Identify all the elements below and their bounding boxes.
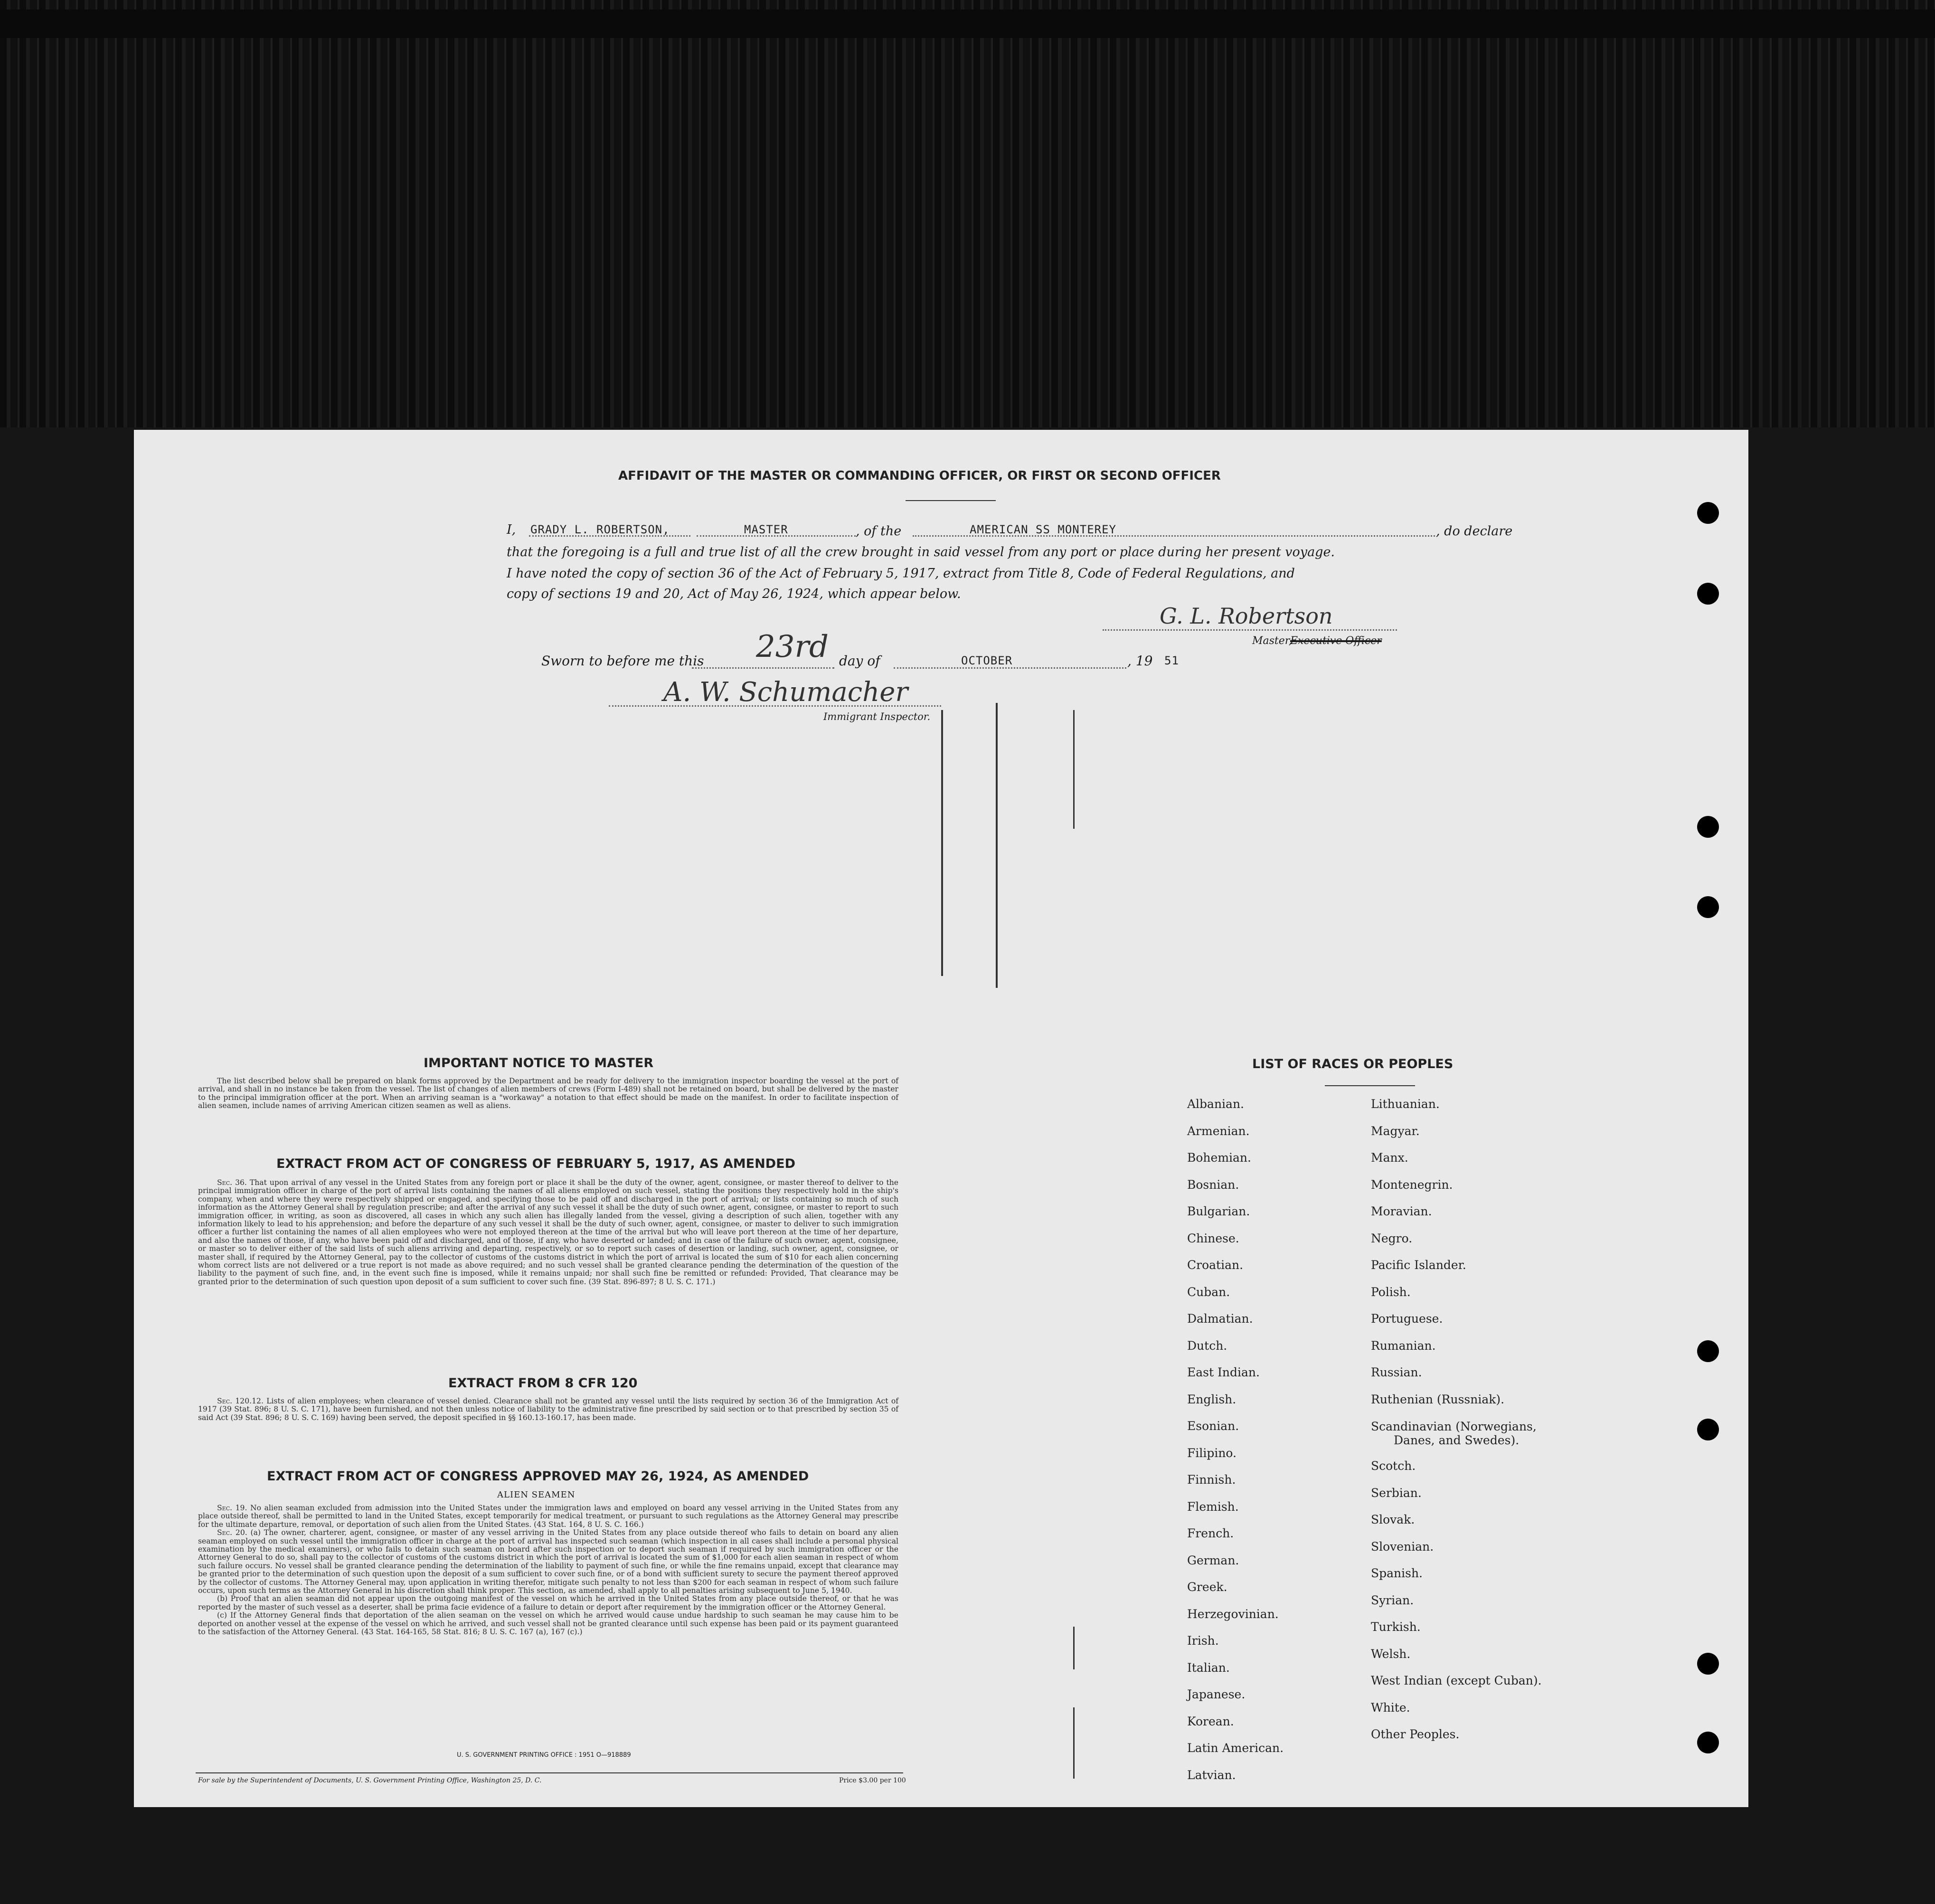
sworn-year: 51 [1164, 654, 1179, 667]
race-item: Slovak. [1371, 1513, 1415, 1526]
sec-20a-paragraph [198, 1529, 898, 1595]
do-declare-text: , do declare [1436, 524, 1513, 539]
race-item: Esonian. [1187, 1419, 1239, 1433]
master-signature: G. L. Robertson [1160, 603, 1333, 629]
race-item: Dalmatian. [1187, 1312, 1253, 1326]
race-item: Dutch. [1187, 1338, 1227, 1353]
race-item: Syrian. [1371, 1593, 1414, 1607]
sec-120-text: Lists of alien employees; when clearance of vessel denied. Clearance shall not be granted any vessel until the lists required by section 36 of the Immigration Act of 1917 (39 Stat. 896; 8 U. S. C. 171), have been furnished, and not then unless notice of liability to the administrative fine prescribed by said section or to that prescribed by section 35 of said Act (39 Stat. 896; 8 U. S. C. 169) having been served, the deposit specified in §§ 160.13-160.17, has been made. [198, 1397, 898, 1422]
film-edge [0, 9, 1935, 38]
race-item: Turkish. [1371, 1620, 1421, 1634]
sec-36-text: That upon arrival of any vessel in the United States from any foreign port or place it shall be the duty of the owner, agent, consignee, or master thereof to deliver to the principal immigration officer in charge of the port of arrival lists containing the names of all aliens employed on such vessel, stating the positions they respectively hold in the ship's company, when and where they were respectively shipped or engaged, and specifying those to be paid off and discharged in the port of arrival; or lists containing so much of such information as the Attorney General shall by regulation prescribe; and after the arrival of any such vessel it shall be the duty of such owner, agent, consignee, or master to report to such immigration officer, in writing, as soon as discovered, all cases in which any such alien has illegally landed from the vessel, giving a description of such alien, together with any information likely to lead to his apprehension; and before the departure of any such vessel it shall be the duty of such owner, agent, consignee, or master to deliver to such immigration officer a further list containing the names of all alien employees who were not employed thereon at the time of the arrival but who will leave port thereon at the time of her departure, and also the names of those, if any, who have been paid off and discharged, and of those, if any, who have deserted or landed; and in case of the failure of such owner, agent, consignee, or master so to deliver either of the said lists of such aliens arriving and departing, respectively, or so to report such cases of desertion or landing, such owner, agent, consignee, or master shall, if required by the Attorney General, pay to the collector of customs of the customs district in which the port of arrival is located the sum of $10 for each alien concerning whom correct lists are not delivered or a true report is not made as above required; and no such vessel shall be granted clearance pending the determination of the question of the liability to the payment of such fine, and, in the event such fine is imposed, while it remains unpaid; nor shall such fine be remitted or refunded: Provided, That clearance may be granted prior to the determination of such question upon deposit of a sum sufficient to cover such fine. (39 Stat. 896-897; 8 U. S. C. 171.) [198, 1178, 898, 1286]
race-item: French. [1187, 1526, 1234, 1540]
sworn-month: OCTOBER [961, 654, 1013, 667]
sec-120-label: Sec. 120.12. [217, 1397, 264, 1405]
declaration-line-4: copy of sections 19 and 20, Act of May 26, 1924, which appear below. [507, 587, 961, 601]
inspector-caption: Immigrant Inspector. [823, 711, 931, 722]
master-signature-line [1103, 629, 1397, 631]
race-item: Slovenian. [1371, 1539, 1434, 1554]
race-item: Latvian. [1187, 1768, 1236, 1782]
race-item: Lithuanian. [1371, 1097, 1440, 1111]
races-title: LIST OF RACES OR PEOPLES [1252, 1057, 1454, 1071]
master-rank: MASTER [744, 523, 788, 536]
race-item: Spanish. [1371, 1566, 1423, 1580]
race-item: Herzegovinian. [1187, 1607, 1279, 1621]
sec-20a-text: (a) The owner, charterer, agent, consignee, or master of any vessel arriving in the United States from any place outside thereof who fails to detain on board any alien seaman employed on such vessel until the immigration officer in charge at the port of arrival has inspected such seaman (which inspection in all cases shall include a personal physical examination by the medical examiners), or who fails to detain such seaman on board after such inspection or to deport such seaman if required by such immigration officer or the Attorney General to do so, shall pay to the collector of customs of the customs district in which the port of arrival is located the sum of $1,000 for each alien seaman in respect of whom such failure occurs. No vessel shall be granted clearance pending the determination of the liability to payment of such fine, or while the fine remains unpaid, except that clearance may be granted prior to the determination of such question upon the deposit of a sum sufficient to cover such fine, or of a bond with sufficient surety to secure the payment thereof approved by the collector of customs. The Attorney General may, upon application in writing therefor, mitigate such penalty to not less than $200 for each seaman in respect of whom such failure occurs, upon such terms as the Attorney General in his discretion shall think proper. This section, as amended, shall apply to all penalties arising subsequent to June 5, 1940. [198, 1528, 898, 1595]
extract-cfr-title: EXTRACT FROM 8 CFR 120 [448, 1376, 638, 1391]
sec-19-text: No alien seaman excluded from admission into the United States under the immigration laws and employed on board any vessel arriving in the United States from any place outside thereof, shall be permitted to land in the United States, except temporarily for medical treatment, or pursuant to such regulations as the Attorney General may prescribe for the ultimate departure, removal, or deportation of such alien from the United States. (43 Stat. 164, 8 U. S. C. 166.) [198, 1504, 898, 1529]
affidavit-pronoun: I, [507, 522, 516, 537]
race-item: Italian. [1187, 1660, 1230, 1675]
sec-36-label: Sec. 36. [217, 1178, 247, 1187]
sec-19-paragraph [198, 1504, 898, 1529]
day-of-text: day of [839, 653, 880, 669]
race-item: Bohemian. [1187, 1151, 1251, 1165]
race-item: German. [1187, 1553, 1239, 1567]
race-item: Ruthenian (Russniak). [1371, 1392, 1505, 1406]
vertical-rule [941, 710, 943, 976]
race-item: Welsh. [1371, 1647, 1411, 1661]
race-item: Scandinavian (Norwegians, [1371, 1420, 1537, 1433]
race-item: Bulgarian. [1187, 1204, 1250, 1218]
inspector-signature: A. W. Schumacher [663, 677, 908, 708]
sec-20b-paragraph: (b) Proof that an alien seaman did not appear upon the outgoing manifest of the vessel on which he arrived in the United States from any place outside thereof, or that he was reported by the master of such vessel as a deserter, shall be prima facie evidence of a failure to detain or deport after requirement by the immigration officer or the Attorney General. [198, 1594, 898, 1611]
title-rule [906, 500, 996, 501]
extract-1924-body [198, 1504, 898, 1637]
document-page [134, 430, 1748, 1807]
punch-hole [1697, 1419, 1719, 1440]
race-item: Scotch. [1371, 1459, 1416, 1473]
affidavit-title: AFFIDAVIT OF THE MASTER OR COMMANDING OFFICER, OR FIRST OR SECOND OFFICER [618, 469, 1221, 483]
race-item: Montenegrin. [1371, 1177, 1453, 1192]
sworn-prefix: Sworn to before me this [541, 653, 704, 669]
race-item: English. [1187, 1392, 1237, 1406]
punch-hole [1697, 502, 1719, 524]
race-item: White. [1371, 1700, 1410, 1715]
year-prefix: , 19 [1127, 653, 1153, 669]
struck-caption: Executive Officer [1290, 635, 1382, 647]
film-background [0, 0, 1935, 427]
races-left-column [1187, 1091, 1284, 1789]
sec-20-label: Sec. 20. [217, 1528, 247, 1537]
race-item: Magyar. [1371, 1124, 1420, 1138]
race-item: Russian. [1371, 1365, 1422, 1379]
race-item: Chinese. [1187, 1231, 1239, 1245]
race-item: Japanese. [1187, 1687, 1246, 1701]
extract-cfr-body [198, 1397, 898, 1422]
month-field [894, 667, 1126, 669]
sworn-day-field [692, 667, 834, 669]
race-item: East Indian. [1187, 1365, 1260, 1379]
punch-hole [1697, 1340, 1719, 1362]
race-item: Latin American. [1187, 1741, 1284, 1755]
extract-1917-body [198, 1179, 898, 1286]
vessel-name: AMERICAN SS MONTEREY [970, 523, 1116, 536]
race-item: Finnish. [1187, 1473, 1236, 1487]
race-item: Greek. [1187, 1580, 1227, 1594]
punch-hole [1697, 1732, 1719, 1753]
punch-hole [1697, 1653, 1719, 1675]
race-item: Croatian. [1187, 1258, 1244, 1272]
race-item: West Indian (except Cuban). [1371, 1674, 1542, 1687]
extract-1924-title: EXTRACT FROM ACT OF CONGRESS APPROVED MAY 26, 1924, AS AMENDED [267, 1469, 809, 1484]
sec-19-label: Sec. 19. [217, 1504, 247, 1512]
notice-text: The list described below shall be prepared on blank forms approved by the Department and be ready for delivery to the immigration inspector boarding the vessel at the port of arrival, and shall in no instance be taken from the vessel. The list of changes of alien members of crews (Form I-489) shall not be retained on board, but shall be delivered by the master to the principal immigration officer at the port. When an arriving seaman is a "workaway" a notation to that effect should be made on the manifest. In order to facilitate inspection of alien seamen, include names of arriving American citizen seamen as well as aliens. [198, 1077, 898, 1110]
declaration-line-3: I have noted the copy of section 36 of the Act of February 5, 1917, extract from Title 8, Code of Federal Regulations, and [507, 566, 1295, 581]
notice-title: IMPORTANT NOTICE TO MASTER [424, 1056, 654, 1070]
race-item: Pacific Islander. [1371, 1258, 1466, 1272]
master-caption: Master, [1252, 635, 1292, 647]
race-item: Polish. [1371, 1285, 1411, 1299]
races-right-column [1371, 1091, 1542, 1748]
race-item: Negro. [1371, 1231, 1413, 1245]
alien-seamen-subtitle: ALIEN SEAMEN [497, 1490, 576, 1500]
race-item: Rumanian. [1371, 1338, 1436, 1353]
of-the-text: , of the [856, 524, 902, 539]
vertical-rule [1073, 710, 1075, 829]
declaration-line-2: that the foregoing is a full and true list of all the crew brought in said vessel from any port or place during her present voyage. [507, 545, 1335, 559]
punch-hole [1697, 816, 1719, 838]
race-item: Cuban. [1187, 1285, 1230, 1299]
race-item: Flemish. [1187, 1499, 1239, 1514]
master-name: GRADY L. ROBERTSON, [530, 523, 670, 536]
punch-hole [1697, 896, 1719, 918]
race-item: Irish. [1187, 1634, 1219, 1648]
race-item: Filipino. [1187, 1446, 1237, 1460]
vertical-rule [1073, 1707, 1075, 1779]
vertical-rule [1073, 1627, 1075, 1669]
footer-rule [196, 1772, 903, 1773]
sec-20c-paragraph: (c) If the Attorney General finds that deportation of the alien seaman on the vessel on which he arrived would cause undue hardship to such seaman he may cause him to be deported on another vessel at the expense of the vessel on which he arrived, and such vessel shall not be granted clearance until such expense has been paid or its payment guaranteed to the satisfaction of the Attorney General. (43 Stat. 164-165, 58 Stat. 816; 8 U. S. C. 167 (a), 167 (c).) [198, 1611, 898, 1637]
race-item: Albanian. [1187, 1097, 1245, 1111]
race-item: Danes, and Swedes). [1394, 1433, 1520, 1447]
races-title-rule [1325, 1085, 1415, 1086]
race-item: Other Peoples. [1371, 1727, 1460, 1741]
race-item: Armenian. [1187, 1124, 1250, 1138]
race-item: Korean. [1187, 1714, 1234, 1728]
vertical-rule [996, 703, 998, 988]
footer-price: Price $3.00 per 100 [839, 1777, 906, 1784]
printing-office-line: U. S. GOVERNMENT PRINTING OFFICE : 1951 O—918889 [457, 1752, 631, 1759]
sworn-day: 23rd [756, 629, 829, 664]
race-item: Manx. [1371, 1151, 1408, 1165]
race-item: Bosnian. [1187, 1177, 1239, 1192]
race-item: Portuguese. [1371, 1312, 1443, 1326]
punch-hole [1697, 583, 1719, 605]
race-item: Moravian. [1371, 1204, 1432, 1218]
footer-sale: For sale by the Superintendent of Documents, U. S. Government Printing Office, Washington 25, D. C. [198, 1777, 542, 1784]
extract-1917-title: EXTRACT FROM ACT OF CONGRESS OF FEBRUARY 5, 1917, AS AMENDED [276, 1156, 795, 1171]
race-item: Serbian. [1371, 1486, 1422, 1500]
